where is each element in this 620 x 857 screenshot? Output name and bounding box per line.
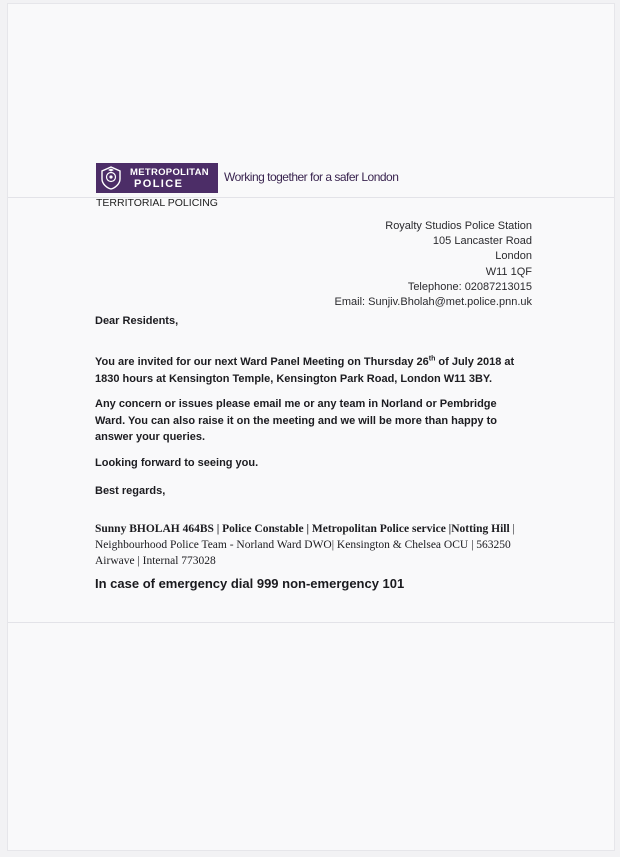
address-line: Royalty Studios Police Station xyxy=(385,220,532,232)
invitation-text: You are invited for our next Ward Panel Meeting on Thursday 26 xyxy=(95,356,429,368)
sender-address xyxy=(335,219,532,310)
tagline: Working together for a safer London xyxy=(224,170,399,184)
email: Email: Sunjiv.Bholah@met.police.pnn.uk xyxy=(334,296,532,309)
date-suffix: th xyxy=(428,355,436,363)
address-line: London xyxy=(495,250,532,263)
salutation: Dear Residents, xyxy=(95,315,179,327)
concern-paragraph: Any concern or issues please email me or any team in Norland or Pembridge Ward. You can also raise it on the meeting and we will be more than happy to answer your queries. xyxy=(95,398,497,443)
sign-off: Best regards, xyxy=(95,485,166,497)
fold-line xyxy=(8,622,614,623)
crest-icon xyxy=(100,166,122,190)
emergency-notice: In case of emergency dial 999 non-emergency 101 xyxy=(95,576,405,591)
signature-block xyxy=(95,521,527,569)
signature-name: Sunny BHOLAH 464BS | Police Constable | Metropolitan Police service |Notting Hill xyxy=(95,523,510,535)
logo-text-metropolitan: METROPOLITAN xyxy=(130,167,209,178)
invitation-paragraph xyxy=(95,354,515,387)
department-label: TERRITORIAL POLICING xyxy=(96,197,218,209)
signature-details: | Neighbourhood Police Team - Norland Ward DWO| Kensington & Chelsea OCU | 563250 Airwave | Internal 773028 xyxy=(95,523,515,567)
closing-line: Looking forward to seeing you. xyxy=(95,457,259,469)
logo-text-police: POLICE xyxy=(134,178,184,190)
telephone: Telephone: 02087213015 xyxy=(407,280,532,293)
address-line: W11 1QF xyxy=(485,265,532,278)
address-line: 105 Lancaster Road xyxy=(432,235,532,248)
met-police-logo xyxy=(96,163,218,193)
invitation-text-cont: of July 2018 at 1830 hours at Kensington Temple, Kensington Park Road, London W11 3BY. xyxy=(95,356,515,385)
